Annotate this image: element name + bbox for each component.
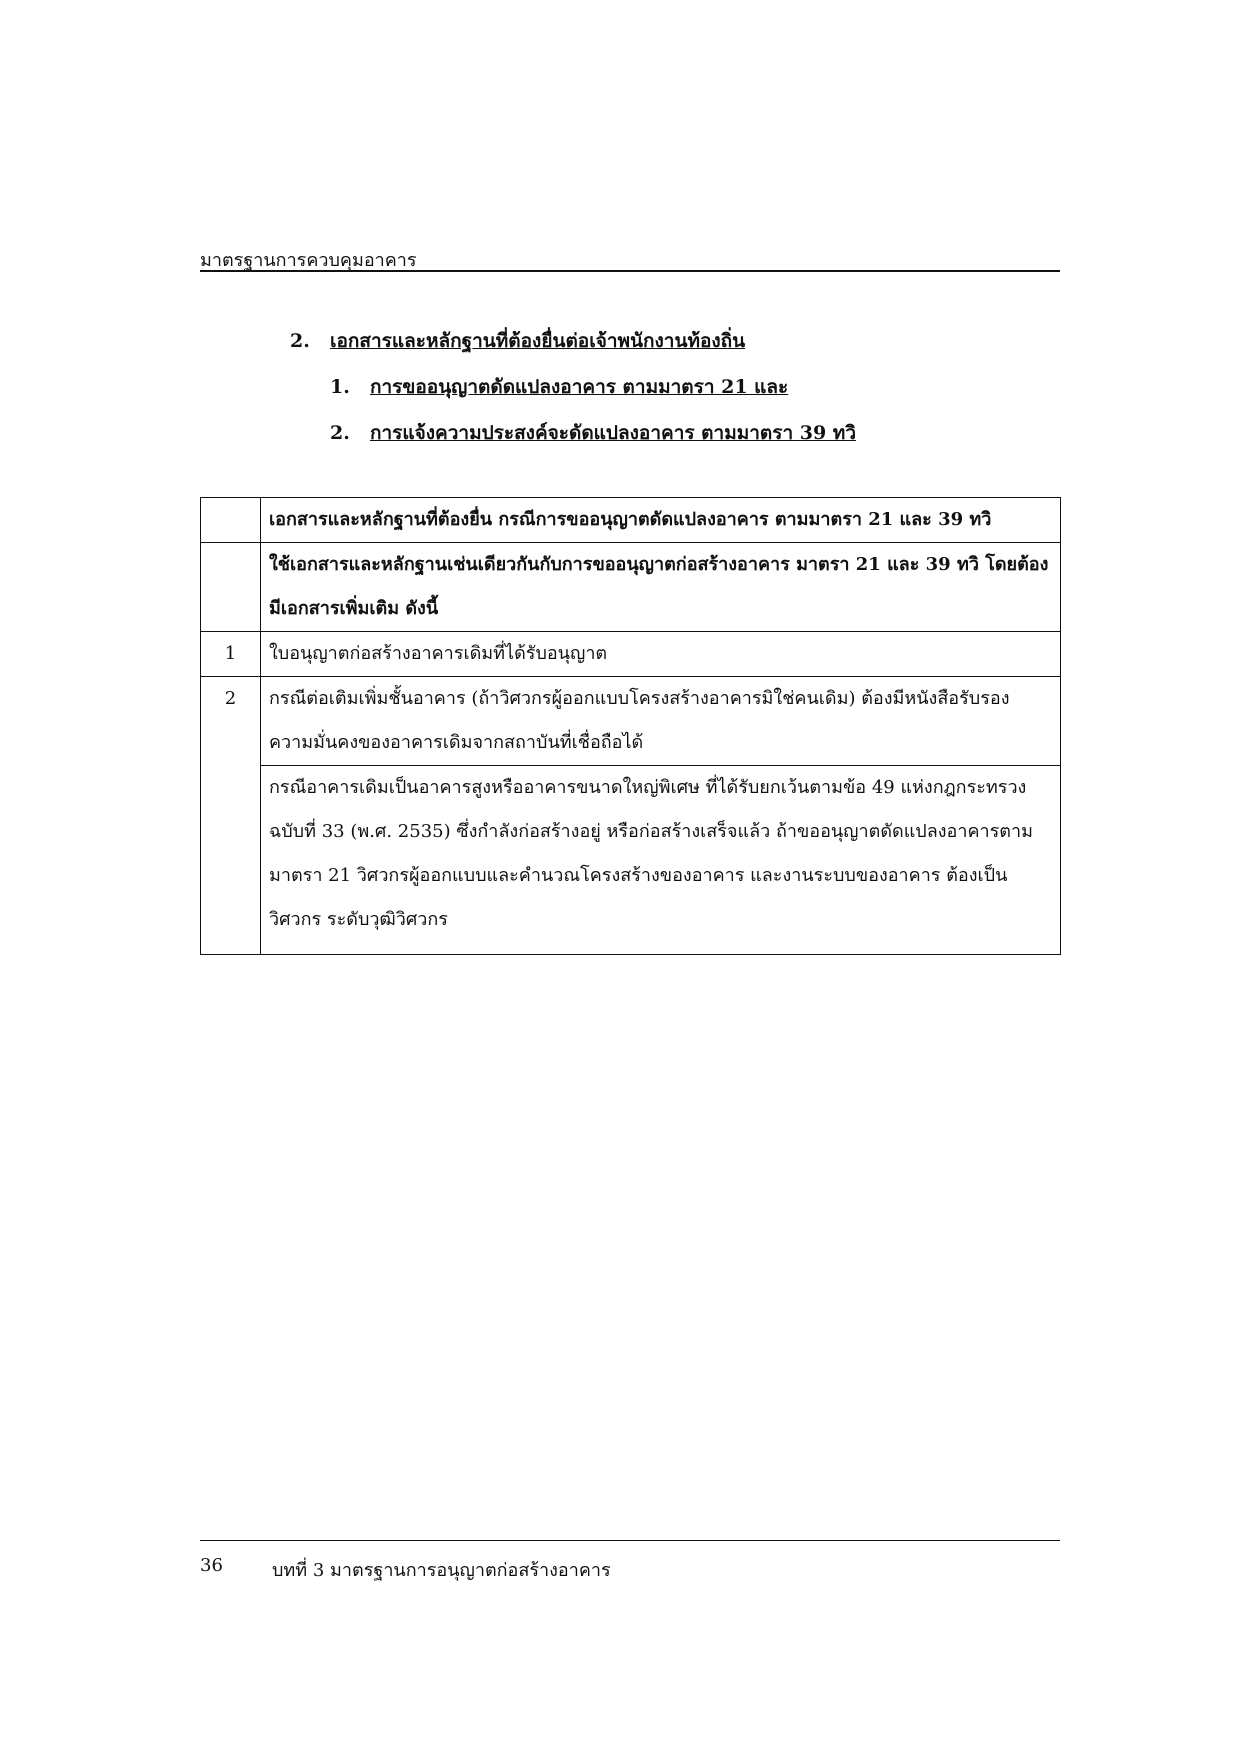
section-number: 2. — [290, 330, 310, 352]
running-header: มาตรฐานการควบคุมอาคาร — [200, 250, 417, 271]
table-cell-number — [201, 766, 261, 955]
table-cell-text: กรณีต่อเติมเพิ่มชั้นอาคาร (ถ้าวิศวกรผู้ออกแบบโครงสร้างอาคารมิใช่คนเดิม) ต้องมีหนังสือรับรองความมั่นคงของอาคารเดิมจากสถาบันที่เชื่อถือได้ — [261, 677, 1061, 766]
table-header-row — [201, 498, 1061, 543]
footer-rule — [200, 1540, 1060, 1541]
table-cell-text: กรณีอาคารเดิมเป็นอาคารสูงหรืออาคารขนาดใหญ่พิเศษ ที่ได้รับยกเว้นตามข้อ 49 แห่งกฎกระทรวงฉบับที่ 33 (พ.ศ. 2535) ซึ่งกำลังก่อสร้างอยู่ หรือก่อสร้างเสร็จแล้ว ถ้าขออนุญาตดัดแปลงอาคารตามมาตรา 21 วิศวกรผู้ออกแบบและคำนวณโครงสร้างของอาคาร และงานระบบของอาคาร ต้องเป็นวิศวกร ระดับวุฒิวิศวกร — [261, 766, 1061, 955]
footer-chapter-title: บทที่ 3 มาตรฐานการอนุญาตก่อสร้างอาคาร — [272, 1560, 611, 1581]
section-item-number: 1. — [330, 376, 350, 398]
table-cell-number: 1 — [201, 632, 261, 677]
page-number: 36 — [200, 1555, 223, 1576]
section-item-2 — [330, 418, 856, 448]
section-item-title: การแจ้งความประสงค์จะดัดแปลงอาคาร ตามมาตรา 39 ทวิ — [370, 422, 856, 444]
table-cell-text: ใบอนุญาตก่อสร้างอาคารเดิมที่ได้รับอนุญาต — [261, 632, 1061, 677]
table-header-text: เอกสารและหลักฐานที่ต้องยื่น กรณีการขออนุญาตดัดแปลงอาคาร ตามมาตรา 21 และ 39 ทวิ — [261, 498, 1061, 543]
section-item-title: การขออนุญาตดัดแปลงอาคาร ตามมาตรา 21 และ — [370, 376, 789, 398]
table-row — [201, 677, 1061, 766]
header-rule — [200, 270, 1060, 272]
table-cell-number — [201, 543, 261, 632]
table-intro-row — [201, 543, 1061, 632]
table-cell-number: 2 — [201, 677, 261, 766]
table-row — [201, 766, 1061, 955]
section-item-number: 2. — [330, 422, 350, 444]
table-intro-text: ใช้เอกสารและหลักฐานเช่นเดียวกันกับการขออนุญาตก่อสร้างอาคาร มาตรา 21 และ 39 ทวิ โดยต้องมีเอกสารเพิ่มเติม ดังนี้ — [261, 543, 1061, 632]
table-cell-number — [201, 498, 261, 543]
documents-table — [200, 497, 1061, 955]
section-heading — [290, 326, 745, 356]
section-item-1 — [330, 372, 788, 402]
section-title: เอกสารและหลักฐานที่ต้องยื่นต่อเจ้าพนักงานท้องถิ่น — [330, 330, 746, 352]
table-row — [201, 632, 1061, 677]
